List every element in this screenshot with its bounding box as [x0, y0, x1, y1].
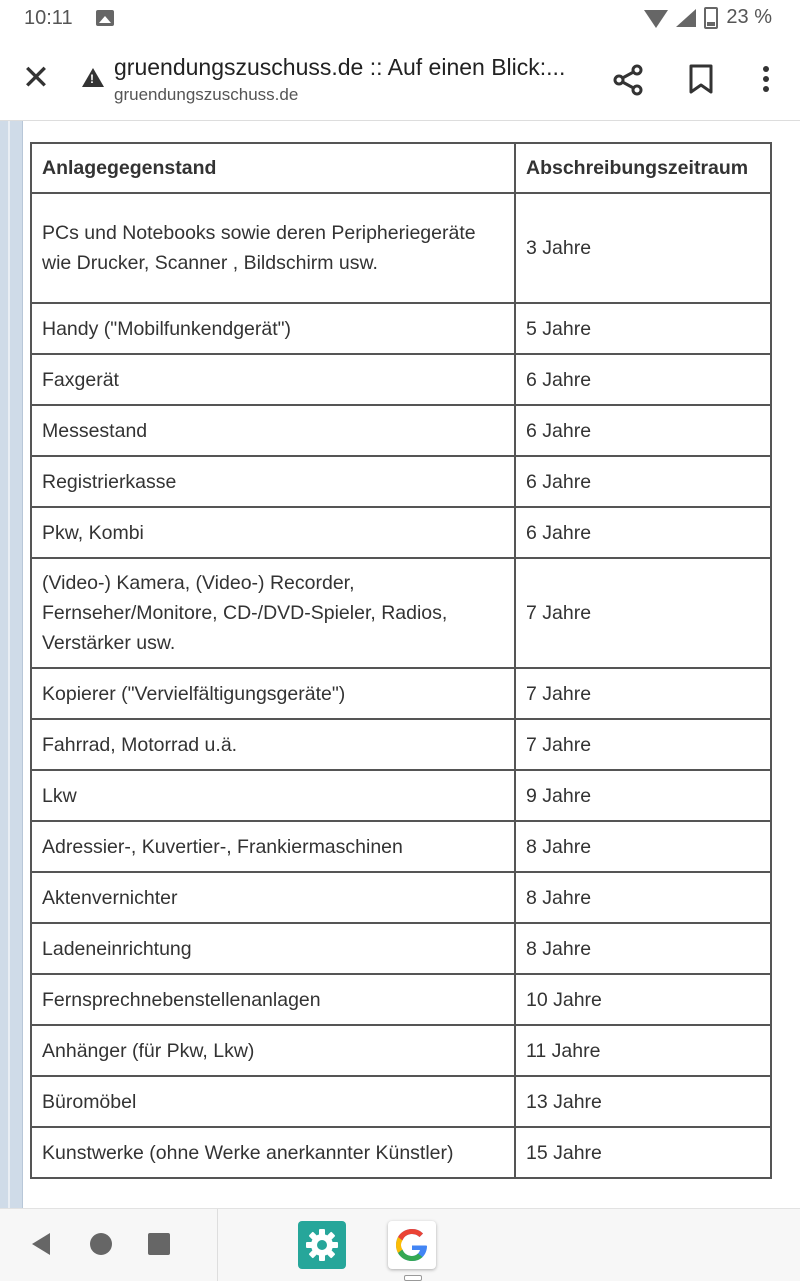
google-app-icon[interactable] — [388, 1221, 436, 1269]
cell-asset: (Video-) Kamera, (Video-) Recorder, Fernseher/Monitore, CD-/DVD-Spieler, Radios, Verstärker usw. — [31, 558, 515, 668]
table-row — [31, 668, 771, 719]
table-row — [31, 303, 771, 354]
warning-icon[interactable] — [82, 68, 104, 87]
cell-asset: Ladeneinrichtung — [31, 923, 515, 974]
table-row — [31, 821, 771, 872]
cell-period: 6 Jahre — [515, 456, 771, 507]
page-title: gruendungszuschuss.de :: Auf einen Blick:... — [114, 54, 566, 80]
cell-period: 7 Jahre — [515, 668, 771, 719]
cell-period: 6 Jahre — [515, 354, 771, 405]
table-row — [31, 405, 771, 456]
cell-asset: Registrierkasse — [31, 456, 515, 507]
recents-icon[interactable] — [148, 1233, 170, 1255]
cell-asset: Messestand — [31, 405, 515, 456]
wifi-icon — [644, 10, 668, 28]
navigation-bar — [0, 1208, 800, 1281]
table-header-row — [31, 143, 771, 193]
cell-period: 10 Jahre — [515, 974, 771, 1025]
cell-asset: Handy ("Mobilfunkendgerät") — [31, 303, 515, 354]
cell-period: 7 Jahre — [515, 558, 771, 668]
cell-period: 13 Jahre — [515, 1076, 771, 1127]
table-row — [31, 872, 771, 923]
cell-period: 6 Jahre — [515, 507, 771, 558]
status-bar — [0, 0, 800, 38]
battery-level: 23 % — [726, 6, 772, 28]
cell-period: 15 Jahre — [515, 1127, 771, 1178]
image-icon — [96, 10, 114, 26]
header-period: Abschreibungszeitraum — [515, 143, 771, 193]
table-row — [31, 719, 771, 770]
table-row — [31, 1076, 771, 1127]
gear-icon — [298, 1221, 346, 1269]
cell-asset: PCs und Notebooks sowie deren Peripheriegeräte wie Drucker, Scanner , Bildschirm usw. — [31, 193, 515, 303]
battery-icon — [704, 7, 718, 29]
table-row — [31, 193, 771, 303]
more-vert-icon[interactable] — [754, 64, 778, 94]
cell-period: 8 Jahre — [515, 872, 771, 923]
signal-icon — [676, 9, 696, 27]
cell-asset: Fernsprechnebenstellenanlagen — [31, 974, 515, 1025]
page-url: gruendungszuschuss.de — [114, 85, 299, 104]
cell-asset: Pkw, Kombi — [31, 507, 515, 558]
share-icon[interactable] — [610, 62, 646, 98]
cell-asset: Kopierer ("Vervielfältigungsgeräte") — [31, 668, 515, 719]
table-row — [31, 770, 771, 821]
cell-asset: Faxgerät — [31, 354, 515, 405]
table-row — [31, 354, 771, 405]
cell-period: 3 Jahre — [515, 193, 771, 303]
table-row — [31, 1025, 771, 1076]
nav-divider — [217, 1209, 218, 1281]
table-row — [31, 974, 771, 1025]
cell-period: 8 Jahre — [515, 923, 771, 974]
cell-asset: Lkw — [31, 770, 515, 821]
back-icon[interactable] — [32, 1233, 50, 1255]
table-row — [31, 923, 771, 974]
page-side-border — [0, 121, 23, 1208]
bookmark-icon[interactable] — [688, 64, 714, 94]
cell-asset: Aktenvernichter — [31, 872, 515, 923]
table-row — [31, 1127, 771, 1178]
web-content[interactable] — [0, 121, 800, 1208]
status-right-icons — [644, 6, 772, 29]
drag-handle[interactable] — [404, 1275, 422, 1281]
depreciation-table-wrapper — [30, 142, 772, 1179]
cell-period: 8 Jahre — [515, 821, 771, 872]
table-row — [31, 558, 771, 668]
close-icon[interactable]: ✕ — [21, 59, 51, 97]
cell-period: 9 Jahre — [515, 770, 771, 821]
table-row — [31, 456, 771, 507]
settings-app-icon[interactable] — [298, 1221, 346, 1269]
google-g-icon — [388, 1221, 436, 1269]
cell-asset: Kunstwerke (ohne Werke anerkannter Künstler) — [31, 1127, 515, 1178]
cell-period: 7 Jahre — [515, 719, 771, 770]
custom-tab-toolbar — [0, 38, 800, 121]
cell-period: 6 Jahre — [515, 405, 771, 456]
status-time: 10:11 — [24, 7, 73, 29]
depreciation-table — [30, 142, 772, 1179]
cell-asset: Fahrrad, Motorrad u.ä. — [31, 719, 515, 770]
cell-asset: Adressier-, Kuvertier-, Frankiermaschinen — [31, 821, 515, 872]
header-asset: Anlagegegenstand — [31, 143, 515, 193]
cell-asset: Anhänger (für Pkw, Lkw) — [31, 1025, 515, 1076]
cell-period: 5 Jahre — [515, 303, 771, 354]
cell-asset: Büromöbel — [31, 1076, 515, 1127]
cell-period: 11 Jahre — [515, 1025, 771, 1076]
home-icon[interactable] — [90, 1233, 112, 1255]
table-row — [31, 507, 771, 558]
